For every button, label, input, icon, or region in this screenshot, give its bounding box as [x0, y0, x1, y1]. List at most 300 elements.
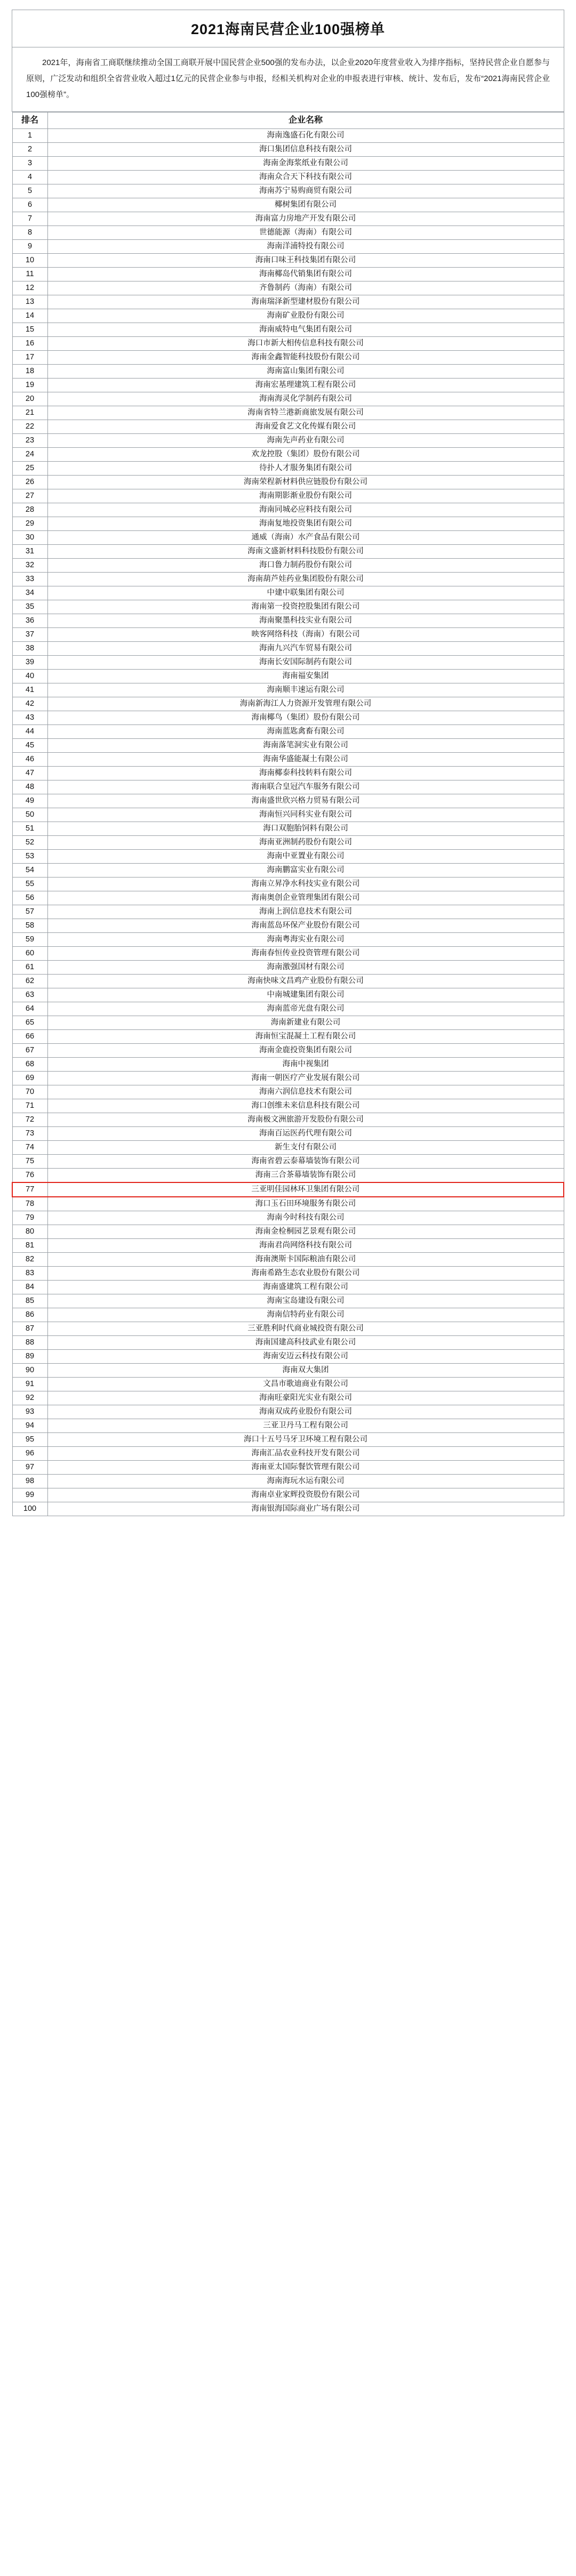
- cell-company-name: 海口玉石田环境服务有限公司: [47, 1197, 564, 1211]
- cell-rank: 21: [12, 406, 47, 420]
- cell-company-name: 海南金检桐园艺景观有限公司: [47, 1225, 564, 1239]
- cell-rank: 34: [12, 586, 47, 600]
- table-row: [12, 240, 564, 254]
- cell-company-name: 世德能源（海南）有限公司: [47, 226, 564, 240]
- table-row: [12, 1113, 564, 1127]
- cell-rank: 3: [12, 157, 47, 171]
- table-row: [12, 198, 564, 212]
- cell-company-name: 海南椰岛代销集团有限公司: [47, 268, 564, 281]
- table-row: [12, 905, 564, 919]
- cell-company-name: 海南洋浦特投有限公司: [47, 240, 564, 254]
- cell-company-name: 海南第一投资控股集团有限公司: [47, 600, 564, 614]
- table-row: [12, 143, 564, 157]
- cell-rank: 17: [12, 351, 47, 365]
- table-row: [12, 1378, 564, 1391]
- table-row: [12, 642, 564, 656]
- cell-company-name: 海南金鹿投资集团有限公司: [47, 1044, 564, 1058]
- table-row: [12, 281, 564, 295]
- cell-rank: 25: [12, 462, 47, 476]
- cell-company-name: 海南恒兴同科实业有限公司: [47, 808, 564, 822]
- cell-company-name: 海南双成药业股份有限公司: [47, 1405, 564, 1419]
- cell-company-name: 海南一朝医疗产业发展有限公司: [47, 1072, 564, 1085]
- cell-rank: 33: [12, 573, 47, 586]
- table-row: [12, 1044, 564, 1058]
- cell-rank: 82: [12, 1253, 47, 1267]
- cell-company-name: 通威（海南）水产食品有限公司: [47, 531, 564, 545]
- table-row: [12, 1099, 564, 1113]
- cell-company-name: 海南富力房地产开发有限公司: [47, 212, 564, 226]
- table-row: [12, 1253, 564, 1267]
- cell-company-name: 海南蓝帝光盘有限公司: [47, 1002, 564, 1016]
- table-row: [12, 1085, 564, 1099]
- table-row: [12, 1308, 564, 1322]
- table-row: [12, 767, 564, 780]
- table-row: [12, 309, 564, 323]
- cell-company-name: 欢龙控股（集团）股份有限公司: [47, 448, 564, 462]
- table-row: [12, 337, 564, 351]
- cell-company-name: 海南双大集团: [47, 1364, 564, 1378]
- cell-company-name: 海南海灵化学制药有限公司: [47, 392, 564, 406]
- table-row: [12, 1502, 564, 1516]
- cell-rank: 26: [12, 476, 47, 489]
- cell-rank: 14: [12, 309, 47, 323]
- table-row: [12, 614, 564, 628]
- table-row: [12, 1336, 564, 1350]
- table-row: [12, 1127, 564, 1141]
- cell-company-name: 三亚明佳园林环卫集团有限公司: [47, 1182, 564, 1197]
- cell-company-name: 中南城建集团有限公司: [47, 988, 564, 1002]
- cell-rank: 13: [12, 295, 47, 309]
- table-row: [12, 656, 564, 670]
- cell-company-name: 海南国建高科技武业有限公司: [47, 1336, 564, 1350]
- column-header-name: 企业名称: [47, 112, 564, 129]
- table-row: [12, 1141, 564, 1155]
- table-row: [12, 891, 564, 905]
- table-row: [12, 1405, 564, 1419]
- cell-company-name: 海南葫芦娃药业集团股份有限公司: [47, 573, 564, 586]
- cell-rank: 84: [12, 1281, 47, 1294]
- table-row: [12, 1002, 564, 1016]
- cell-company-name: 海南众合天下科技有限公司: [47, 171, 564, 184]
- table-row: [12, 489, 564, 503]
- cell-rank: 89: [12, 1350, 47, 1364]
- cell-rank: 20: [12, 392, 47, 406]
- table-row: [12, 365, 564, 379]
- cell-company-name: 海南金海浆纸业有限公司: [47, 157, 564, 171]
- table-row: [12, 1030, 564, 1044]
- cell-company-name: 海南鹏富实业有限公司: [47, 864, 564, 878]
- table-row: [12, 351, 564, 365]
- cell-rank: 91: [12, 1378, 47, 1391]
- intro-paragraph: 2021年，海南省工商联继续推动全国工商联开展中国民营企业500强的发布办法，以企业2020年度营业收入为排序指标，坚持民营企业自愿参与原则，广泛发动和组织全省营业收入超过1亿元的民营企业参与申报，经相关机构对企业的申报表进行审核、统计、发布后，发布“2021海南民营企业100强榜单”。: [26, 58, 550, 99]
- cell-rank: 38: [12, 642, 47, 656]
- table-row: [12, 933, 564, 947]
- cell-rank: 2: [12, 143, 47, 157]
- table-row: [12, 434, 564, 448]
- cell-rank: 29: [12, 517, 47, 531]
- cell-company-name: 海南椰鸟（集团）股份有限公司: [47, 711, 564, 725]
- cell-company-name: 海南粤海实业有限公司: [47, 933, 564, 947]
- cell-rank: 86: [12, 1308, 47, 1322]
- table-row: [12, 545, 564, 559]
- table-row: [12, 531, 564, 545]
- cell-rank: 61: [12, 961, 47, 975]
- cell-rank: 8: [12, 226, 47, 240]
- cell-rank: 9: [12, 240, 47, 254]
- cell-rank: 76: [12, 1169, 47, 1183]
- cell-rank: 98: [12, 1475, 47, 1488]
- cell-company-name: 海南爱食艺文化传媒有限公司: [47, 420, 564, 434]
- table-row: [12, 1169, 564, 1183]
- table-row: [12, 1294, 564, 1308]
- cell-company-name: 海南省特兰港新商旅发展有限公司: [47, 406, 564, 420]
- table-header-row: [12, 112, 564, 129]
- cell-company-name: 海南六润信息技术有限公司: [47, 1085, 564, 1099]
- cell-rank: 35: [12, 600, 47, 614]
- cell-rank: 97: [12, 1461, 47, 1475]
- table-row: [12, 559, 564, 573]
- cell-rank: 60: [12, 947, 47, 961]
- cell-company-name: 海南宏基理建筑工程有限公司: [47, 379, 564, 392]
- table-row: [12, 988, 564, 1002]
- cell-rank: 56: [12, 891, 47, 905]
- cell-rank: 92: [12, 1391, 47, 1405]
- cell-rank: 69: [12, 1072, 47, 1085]
- table-row: [12, 1322, 564, 1336]
- table-row: [12, 725, 564, 739]
- cell-company-name: 海南银海国际商业广场有限公司: [47, 1502, 564, 1516]
- cell-company-name: 海南中亚置业有限公司: [47, 850, 564, 864]
- cell-rank: 64: [12, 1002, 47, 1016]
- table-row: [12, 323, 564, 337]
- cell-rank: 12: [12, 281, 47, 295]
- table-row: [12, 268, 564, 281]
- cell-rank: 79: [12, 1211, 47, 1225]
- cell-company-name: 海南威特电气集团有限公司: [47, 323, 564, 337]
- cell-company-name: 海南蓝岛环保产业股份有限公司: [47, 919, 564, 933]
- cell-rank: 87: [12, 1322, 47, 1336]
- table-row: [12, 739, 564, 753]
- table-row: [12, 1211, 564, 1225]
- table-row: [12, 1461, 564, 1475]
- table-row: [12, 1182, 564, 1197]
- cell-company-name: 海南盛世欣兴格力贸易有限公司: [47, 794, 564, 808]
- table-row: [12, 836, 564, 850]
- cell-rank: 36: [12, 614, 47, 628]
- cell-rank: 43: [12, 711, 47, 725]
- table-row: [12, 406, 564, 420]
- cell-company-name: 海南宝岛建设有限公司: [47, 1294, 564, 1308]
- cell-rank: 11: [12, 268, 47, 281]
- table-row: [12, 392, 564, 406]
- table-row: [12, 171, 564, 184]
- cell-company-name: 海口双胞胎饲料有限公司: [47, 822, 564, 836]
- table-row: [12, 1433, 564, 1447]
- cell-company-name: 三亚胜利时代商业城投资有限公司: [47, 1322, 564, 1336]
- table-row: [12, 1350, 564, 1364]
- cell-company-name: 海南金鑫智能科技股份有限公司: [47, 351, 564, 365]
- table-row: [12, 129, 564, 143]
- cell-rank: 51: [12, 822, 47, 836]
- column-header-rank: 排名: [12, 112, 47, 129]
- cell-company-name: 海南奥创企业管理集团有限公司: [47, 891, 564, 905]
- cell-company-name: 海南恒宝混凝土工程有限公司: [47, 1030, 564, 1044]
- cell-rank: 57: [12, 905, 47, 919]
- table-row: [12, 1072, 564, 1085]
- cell-rank: 73: [12, 1127, 47, 1141]
- cell-company-name: 海南旺豪阳光实业有限公司: [47, 1391, 564, 1405]
- table-row: [12, 1058, 564, 1072]
- table-row: [12, 670, 564, 683]
- table-row: [12, 1488, 564, 1502]
- cell-company-name: 海南希路生态农业股份有限公司: [47, 1267, 564, 1281]
- cell-rank: 77: [12, 1182, 47, 1197]
- cell-company-name: 海南文盛新材料科技股份有限公司: [47, 545, 564, 559]
- cell-company-name: 海南联合皇冠汽车服务有限公司: [47, 780, 564, 794]
- cell-company-name: 三亚卫丹马工程有限公司: [47, 1419, 564, 1433]
- table-row: [12, 503, 564, 517]
- cell-company-name: 海南立昇净水科技实业有限公司: [47, 878, 564, 891]
- cell-company-name: 海南矿业股份有限公司: [47, 309, 564, 323]
- cell-rank: 75: [12, 1155, 47, 1169]
- cell-company-name: 海南蓝匙禽畜有限公司: [47, 725, 564, 739]
- cell-company-name: 海南苏宁易购商贸有限公司: [47, 184, 564, 198]
- cell-rank: 15: [12, 323, 47, 337]
- table-row: [12, 961, 564, 975]
- cell-rank: 32: [12, 559, 47, 573]
- cell-company-name: 海南亚太国际餐饮管理有限公司: [47, 1461, 564, 1475]
- table-row: [12, 947, 564, 961]
- cell-company-name: 海口十五号马牙卫环境工程有限公司: [47, 1433, 564, 1447]
- cell-company-name: 海南汇品农业科技开发有限公司: [47, 1447, 564, 1461]
- cell-company-name: 海南顺丰速运有限公司: [47, 683, 564, 697]
- cell-company-name: 海南春恒传业投资管理有限公司: [47, 947, 564, 961]
- cell-rank: 71: [12, 1099, 47, 1113]
- cell-rank: 72: [12, 1113, 47, 1127]
- table-row: [12, 184, 564, 198]
- table-row: [12, 1281, 564, 1294]
- cell-rank: 52: [12, 836, 47, 850]
- cell-company-name: 海南中视集团: [47, 1058, 564, 1072]
- cell-company-name: 海口鲁力制药股份有限公司: [47, 559, 564, 573]
- cell-rank: 42: [12, 697, 47, 711]
- table-row: [12, 1239, 564, 1253]
- cell-company-name: 海南盛建筑工程有限公司: [47, 1281, 564, 1294]
- cell-company-name: 海南卓业家辉投资股份有限公司: [47, 1488, 564, 1502]
- cell-company-name: 海南先声药业有限公司: [47, 434, 564, 448]
- cell-company-name: 海南海玩水运有限公司: [47, 1475, 564, 1488]
- cell-rank: 28: [12, 503, 47, 517]
- cell-company-name: 海南百运医药代理有限公司: [47, 1127, 564, 1141]
- cell-rank: 18: [12, 365, 47, 379]
- cell-rank: 63: [12, 988, 47, 1002]
- table-row: [12, 448, 564, 462]
- cell-company-name: 海南安迈云科技有限公司: [47, 1350, 564, 1364]
- table-row: [12, 212, 564, 226]
- table-row: [12, 1447, 564, 1461]
- cell-rank: 31: [12, 545, 47, 559]
- cell-company-name: 海南激强国材有限公司: [47, 961, 564, 975]
- table-row: [12, 586, 564, 600]
- table-row: [12, 600, 564, 614]
- cell-company-name: 海南瑞泽新型建材股份有限公司: [47, 295, 564, 309]
- table-row: [12, 753, 564, 767]
- cell-company-name: 海口创维未来信息科技有限公司: [47, 1099, 564, 1113]
- cell-rank: 22: [12, 420, 47, 434]
- cell-company-name: 海南落笔洞实业有限公司: [47, 739, 564, 753]
- cell-rank: 37: [12, 628, 47, 642]
- cell-rank: 4: [12, 171, 47, 184]
- cell-rank: 50: [12, 808, 47, 822]
- table-row: [12, 295, 564, 309]
- table-row: [12, 628, 564, 642]
- cell-company-name: 海南新建业有限公司: [47, 1016, 564, 1030]
- cell-rank: 81: [12, 1239, 47, 1253]
- cell-rank: 70: [12, 1085, 47, 1099]
- cell-rank: 1: [12, 129, 47, 143]
- cell-company-name: 海南福安集团: [47, 670, 564, 683]
- table-body: [12, 129, 564, 1516]
- cell-company-name: 海口市新大相传信息科技有限公司: [47, 337, 564, 351]
- table-row: [12, 1267, 564, 1281]
- cell-rank: 58: [12, 919, 47, 933]
- cell-company-name: 海南长安国际制药有限公司: [47, 656, 564, 670]
- table-row: [12, 226, 564, 240]
- cell-company-name: 海南华盛能凝土有限公司: [47, 753, 564, 767]
- cell-rank: 47: [12, 767, 47, 780]
- table-row: [12, 808, 564, 822]
- cell-company-name: 海南新海江人力资源开发管理有限公司: [47, 697, 564, 711]
- cell-company-name: 中建中联集团有限公司: [47, 586, 564, 600]
- cell-company-name: 海南富山集团有限公司: [47, 365, 564, 379]
- cell-rank: 67: [12, 1044, 47, 1058]
- cell-rank: 66: [12, 1030, 47, 1044]
- table-row: [12, 157, 564, 171]
- cell-rank: 10: [12, 254, 47, 268]
- table-row: [12, 1016, 564, 1030]
- cell-rank: 48: [12, 780, 47, 794]
- cell-rank: 46: [12, 753, 47, 767]
- cell-rank: 99: [12, 1488, 47, 1502]
- table-row: [12, 864, 564, 878]
- table-row: [12, 476, 564, 489]
- table-row: [12, 1225, 564, 1239]
- cell-company-name: 海南今时科技有限公司: [47, 1211, 564, 1225]
- cell-rank: 55: [12, 878, 47, 891]
- table-row: [12, 878, 564, 891]
- cell-rank: 80: [12, 1225, 47, 1239]
- table-row: [12, 1155, 564, 1169]
- cell-rank: 100: [12, 1502, 47, 1516]
- table-row: [12, 975, 564, 988]
- cell-company-name: 海南同城必应料技有限公司: [47, 503, 564, 517]
- cell-company-name: 映客网络科技（海南）有限公司: [47, 628, 564, 642]
- table-row: [12, 379, 564, 392]
- table-row: [12, 420, 564, 434]
- cell-rank: 16: [12, 337, 47, 351]
- rank-table: [12, 112, 564, 1516]
- cell-company-name: 海南口味王科技集团有限公司: [47, 254, 564, 268]
- cell-rank: 45: [12, 739, 47, 753]
- cell-rank: 68: [12, 1058, 47, 1072]
- cell-rank: 85: [12, 1294, 47, 1308]
- cell-company-name: 海南君尚网络科技有限公司: [47, 1239, 564, 1253]
- cell-rank: 19: [12, 379, 47, 392]
- table-row: [12, 919, 564, 933]
- table-row: [12, 683, 564, 697]
- cell-rank: 59: [12, 933, 47, 947]
- table-row: [12, 1419, 564, 1433]
- cell-rank: 95: [12, 1433, 47, 1447]
- cell-rank: 78: [12, 1197, 47, 1211]
- cell-rank: 74: [12, 1141, 47, 1155]
- cell-rank: 65: [12, 1016, 47, 1030]
- table-row: [12, 462, 564, 476]
- cell-company-name: 海南逸盛石化有限公司: [47, 129, 564, 143]
- cell-company-name: 海南极文洲旅游开发股份有限公司: [47, 1113, 564, 1127]
- page-title: 2021海南民营企业100强榜单: [190, 21, 386, 37]
- cell-rank: 54: [12, 864, 47, 878]
- table-row: [12, 822, 564, 836]
- cell-rank: 53: [12, 850, 47, 864]
- cell-rank: 41: [12, 683, 47, 697]
- table-row: [12, 697, 564, 711]
- cell-company-name: 海南信特药业有限公司: [47, 1308, 564, 1322]
- cell-company-name: 海南九兴汽车贸易有限公司: [47, 642, 564, 656]
- cell-company-name: 海南省碧云泰幕墙装饰有限公司: [47, 1155, 564, 1169]
- table-row: [12, 1364, 564, 1378]
- cell-rank: 6: [12, 198, 47, 212]
- cell-rank: 96: [12, 1447, 47, 1461]
- cell-company-name: 海南三合茶幕墙装饰有限公司: [47, 1169, 564, 1183]
- cell-rank: 5: [12, 184, 47, 198]
- cell-rank: 62: [12, 975, 47, 988]
- cell-rank: 39: [12, 656, 47, 670]
- document-title-bar: [12, 10, 564, 47]
- table-row: [12, 1197, 564, 1211]
- cell-rank: 94: [12, 1419, 47, 1433]
- cell-rank: 24: [12, 448, 47, 462]
- cell-rank: 83: [12, 1267, 47, 1281]
- cell-company-name: 待扑人才服务集团有限公司: [47, 462, 564, 476]
- table-row: [12, 1475, 564, 1488]
- cell-rank: 23: [12, 434, 47, 448]
- cell-company-name: 海南椰泰科技转料有限公司: [47, 767, 564, 780]
- table-row: [12, 1391, 564, 1405]
- cell-rank: 7: [12, 212, 47, 226]
- cell-company-name: 新生支付有限公司: [47, 1141, 564, 1155]
- cell-company-name: 文昌市歌迪商业有限公司: [47, 1378, 564, 1391]
- cell-company-name: 海南上润信息技术有限公司: [47, 905, 564, 919]
- cell-rank: 49: [12, 794, 47, 808]
- cell-rank: 93: [12, 1405, 47, 1419]
- cell-company-name: 椰树集团有限公司: [47, 198, 564, 212]
- cell-company-name: 海南快味文昌鸡产业股份有限公司: [47, 975, 564, 988]
- table-row: [12, 850, 564, 864]
- cell-company-name: 海南聚墨科技实业有限公司: [47, 614, 564, 628]
- cell-rank: 90: [12, 1364, 47, 1378]
- table-row: [12, 711, 564, 725]
- cell-rank: 88: [12, 1336, 47, 1350]
- intro-paragraph-block: [12, 47, 564, 112]
- table-row: [12, 254, 564, 268]
- cell-company-name: 海南荣程新材料供应链股份有限公司: [47, 476, 564, 489]
- cell-rank: 44: [12, 725, 47, 739]
- cell-rank: 30: [12, 531, 47, 545]
- cell-rank: 27: [12, 489, 47, 503]
- table-row: [12, 517, 564, 531]
- cell-company-name: 海南期影渐业股份有限公司: [47, 489, 564, 503]
